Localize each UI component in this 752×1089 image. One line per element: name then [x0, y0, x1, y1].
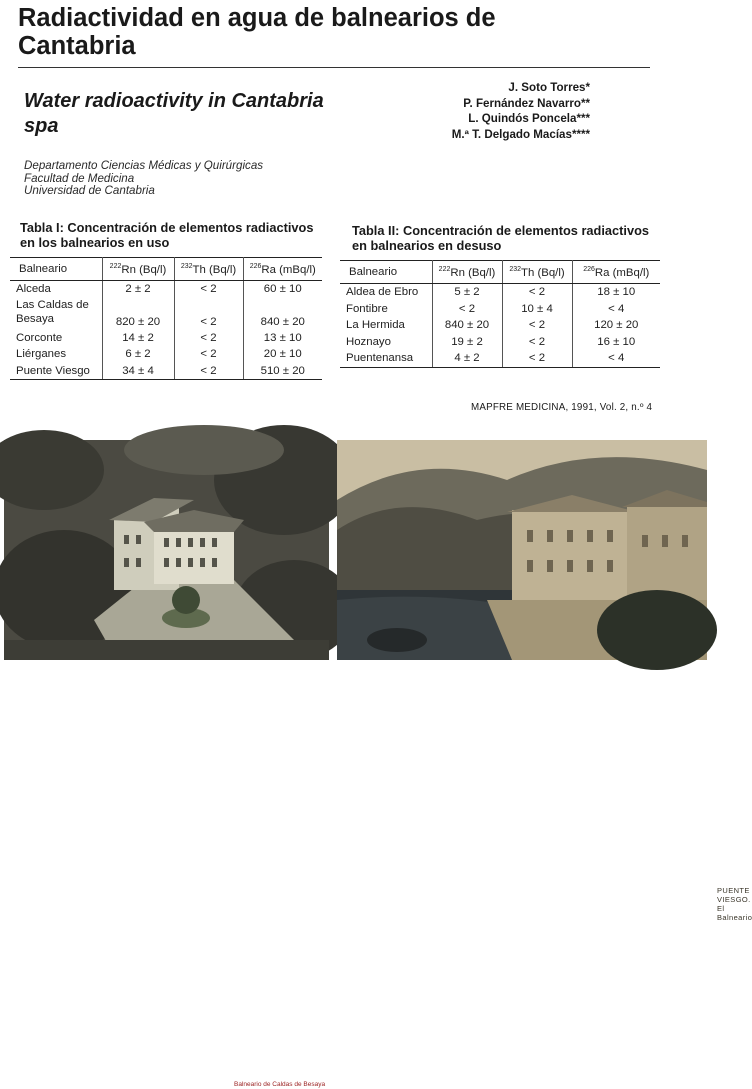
column-header: $^{226}$Ra (mBq/l)	[243, 258, 322, 281]
column-header: $^{232}$Th (Bq/l)	[174, 258, 243, 281]
cell-balneario: Hoznayo	[346, 335, 391, 348]
photo-caption: PUENTE VIESGO. El Balneario	[717, 886, 752, 922]
table-header-row	[340, 261, 660, 284]
paper-subtitle: Water radioactivity in Cantabria spa	[24, 90, 324, 137]
cell-th: < 2	[502, 350, 572, 367]
author: L. Quindós Poncela***	[468, 112, 590, 126]
cell-th: < 2	[174, 346, 243, 363]
cell-rn: 6 ± 2	[102, 346, 174, 363]
cell-balneario: Fontibre	[346, 302, 388, 315]
author: P. Fernández Navarro**	[463, 96, 590, 110]
photo-puente-viesgo	[337, 440, 752, 922]
cell-ra: 60 ± 10	[243, 281, 322, 298]
cell-rn: 34 ± 4	[102, 363, 174, 380]
cell-balneario: Puente Viesgo	[10, 363, 102, 380]
cell-balneario: Liérganes	[16, 348, 67, 361]
cell-ra: 18 ± 10	[572, 284, 660, 301]
column-header: $^{226}$Ra (mBq/l)	[572, 261, 660, 284]
table-row	[340, 317, 660, 334]
table-row	[340, 284, 660, 301]
table1	[10, 257, 322, 380]
author: M.ª T. Delgado Macías****	[451, 127, 590, 141]
table-row	[10, 346, 322, 363]
cell-rn: 14 ± 2	[102, 330, 174, 347]
cell-th: < 2	[502, 284, 572, 301]
affiliation-line: Departamento Ciencias Médicas y Quirúrgicas	[24, 159, 264, 172]
cell-ra: 120 ± 20	[572, 317, 660, 334]
cell-rn: < 2	[432, 301, 502, 318]
table-row	[10, 330, 322, 347]
cell-th: < 2	[502, 334, 572, 351]
cell-rn: 4 ± 2	[432, 350, 502, 367]
table-row	[10, 363, 322, 380]
table-row	[10, 281, 322, 298]
table2-caption: Tabla II: Concentración de elementos radiactivos en balnearios en desuso	[352, 223, 650, 253]
table-header-row	[10, 258, 322, 281]
table2	[340, 260, 660, 368]
cell-balneario: Corconte	[16, 331, 63, 344]
cell-rn: 840 ± 20	[432, 317, 502, 334]
cell-ra: 16 ± 10	[572, 334, 660, 351]
cell-balneario: La Hermida	[346, 319, 405, 332]
cell-ra: < 4	[572, 301, 660, 318]
spa-building-illustration	[4, 440, 329, 660]
column-header: $^{232}$Th (Bq/l)	[502, 261, 572, 284]
cell-rn: 2 ± 2	[102, 281, 174, 298]
table1-caption: Tabla I: Concentración de elementos radiactivos en los balnearios en uso	[20, 220, 314, 250]
column-header: $^{222}$Rn (Bq/l)	[102, 258, 174, 281]
table-row	[340, 334, 660, 351]
affiliation-line: Facultad de Medicina	[24, 171, 135, 185]
cell-ra: < 4	[572, 350, 660, 367]
cell-rn: 5 ± 2	[432, 284, 502, 301]
affiliation	[24, 160, 263, 198]
cell-th: < 2	[502, 317, 572, 334]
author: J. Soto Torres*	[508, 81, 590, 94]
cell-th: < 2	[174, 281, 243, 298]
cell-ra: 840 ± 20	[243, 298, 322, 330]
author-list	[352, 80, 590, 142]
paper-title: Radiactividad en agua de balnearios de Cantabria	[18, 4, 496, 60]
cell-ra: 510 ± 20	[243, 363, 322, 380]
cell-ra: 13 ± 10	[243, 330, 322, 347]
photo-caption: Balneario de Caldas de Besaya	[234, 1081, 326, 1088]
cell-rn: 19 ± 2	[432, 334, 502, 351]
cell-th: < 2	[174, 298, 243, 330]
spa-river-illustration	[337, 440, 707, 660]
column-header: Balneario	[10, 258, 102, 281]
table-row	[340, 350, 660, 367]
column-header: Balneario	[340, 261, 432, 284]
cell-th: < 2	[174, 330, 243, 347]
table-row	[340, 301, 660, 318]
cell-rn: 820 ± 20	[102, 298, 174, 330]
cell-balneario: Puentenansa	[340, 350, 432, 367]
journal-citation: MAPFRE MEDICINA, 1991, Vol. 2, n.º 4	[471, 402, 653, 413]
table-row	[10, 298, 322, 330]
column-header: $^{222}$Rn (Bq/l)	[432, 261, 502, 284]
affiliation-line: Universidad de Cantabria	[24, 184, 155, 197]
title-divider	[18, 67, 650, 68]
cell-ra: 20 ± 10	[243, 346, 322, 363]
cell-balneario: Aldea de Ebro	[346, 286, 419, 299]
cell-th: < 2	[174, 363, 243, 380]
photo-caldas-de-besaya	[4, 440, 329, 1088]
cell-balneario: Alceda	[16, 283, 51, 296]
cell-th: 10 ± 4	[502, 301, 572, 318]
cell-balneario: Las Caldas de Besaya	[16, 298, 89, 325]
